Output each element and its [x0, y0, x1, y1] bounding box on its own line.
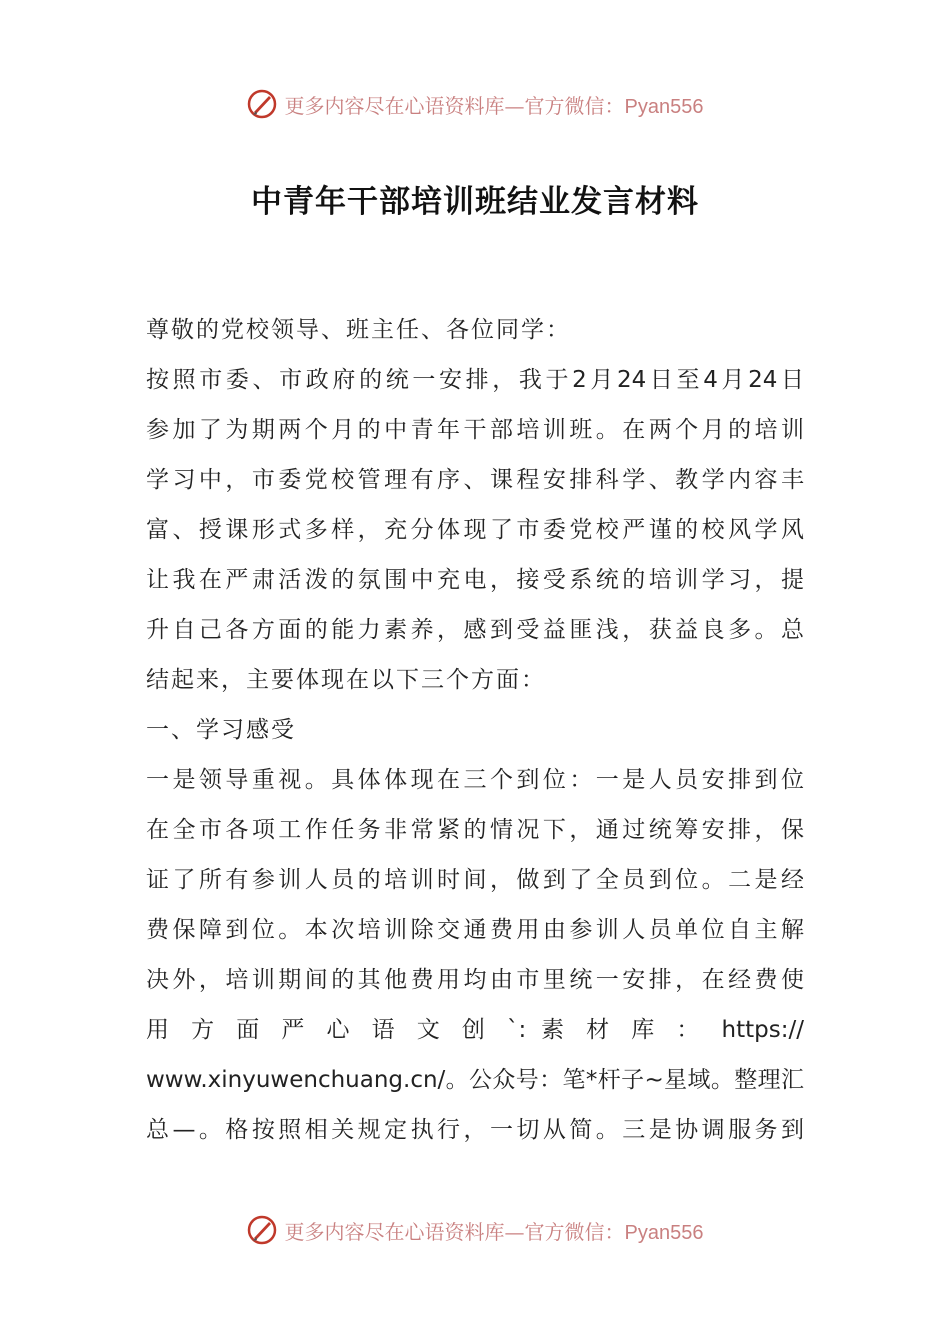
body-line: 升自己各方面的能力素养，感到受益匪浅，获益良多。总 — [146, 617, 804, 643]
body-line: 尊敬的党校领导、班主任、各位同学： — [146, 317, 571, 343]
body-line: 费保障到位。本次培训除交通费用由参训人员单位自主解 — [146, 917, 804, 943]
body-line: 用 方 面 严 心 语 文 创 `: 素 材 库 ： https:// — [146, 1017, 804, 1043]
header-wechat-id: Pyan556 — [624, 95, 704, 118]
body-line: www.xinyuwenchuang.cn/。公众号：笔*杆子~星域。整理汇 — [146, 1067, 804, 1093]
footer-wechat-id: Pyan556 — [624, 1221, 704, 1244]
footer-banner-text: 更多内容尽在心语资料库—官方微信：Pyan556 — [284, 1219, 704, 1244]
section-heading: 一、学习感受 — [146, 717, 296, 743]
body-line: 参加了为期两个月的中青年干部培训班。在两个月的培训 — [146, 417, 804, 443]
body-line: 学习中，市委党校管理有序、课程安排科学、教学内容丰 — [146, 467, 804, 493]
quill-pen-logo-icon — [247, 89, 277, 119]
body-line: 在全市各项工作任务非常紧的情况下，通过统筹安排，保 — [146, 817, 804, 843]
body-line: 决外，培训期间的其他费用均由市里统一安排，在经费使 — [146, 967, 804, 993]
body-line: 结起来，主要体现在以下三个方面： — [146, 667, 546, 693]
header-banner — [0, 84, 950, 124]
body-line: 一是领导重视。具体体现在三个到位：一是人员安排到位 — [146, 767, 804, 793]
document-title: 中青年干部培训班结业发言材料 — [251, 184, 699, 220]
body-line: 富、授课形式多样，充分体现了市委党校严谨的校风学风 — [146, 517, 804, 543]
body-line: 让我在严肃活泼的氛围中充电，接受系统的培训学习，提 — [146, 567, 804, 593]
body-line: 总—。格按照相关规定执行，一切从简。三是协调服务到 — [146, 1117, 804, 1143]
header-banner-text: 更多内容尽在心语资料库—官方微信：Pyan556 — [284, 93, 704, 118]
body-line: 按照市委、市政府的统一安排，我于2月24日至4月24日 — [146, 367, 804, 393]
document-body — [146, 305, 804, 1155]
footer-banner — [0, 1210, 950, 1250]
body-line: 证了所有参训人员的培训时间，做到了全员到位。二是经 — [146, 867, 804, 893]
quill-pen-logo-icon — [247, 1215, 277, 1245]
